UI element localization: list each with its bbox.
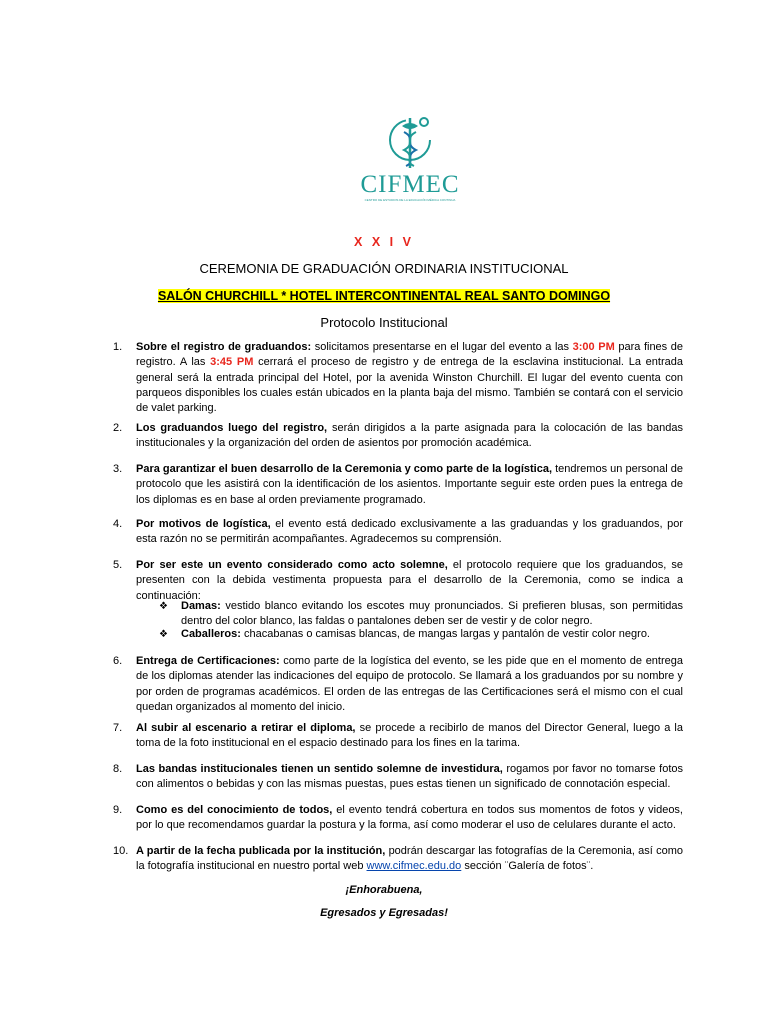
item-text: cerrará el proceso de registro y de entrega de la esclavina institucional. La entrada general será la entrada principal del Hotel, por la avenida Winston Churchill. El lugar del evento cuenta con parqueos disponibles los cuales están ubicados en la planta baja del mismo. También se contará con el servicio de valet parking.	[136, 356, 683, 415]
item-text: se procede a recibirlo de manos del Director General, luego a la toma de la foto institucional en el espacio destinado para los fines en la tarima.	[136, 722, 683, 750]
item-lead: Para garantizar el buen desarrollo de la Ceremonia y como parte de la logística,	[136, 463, 553, 475]
item-text: serán dirigidos a la parte asignada para la colocación de las bandas institucionales y la organización del orden de asientos por promoción académica.	[136, 422, 684, 450]
dress-lead: Damas:	[181, 600, 221, 612]
list-item	[113, 421, 684, 452]
list-item	[113, 721, 683, 752]
item-text: para fines de registro. A las	[136, 341, 684, 369]
item-text: rogamos por favor no tomarse fotos con alimentos o bebidas y con las mismas puestas, pues estas tienen un significado de connotación especial.	[136, 763, 683, 791]
item-number: 3.	[113, 463, 123, 475]
list-item	[113, 462, 683, 508]
closing-line-1: ¡Enhorabuena,	[345, 884, 423, 896]
item-text: podrán descargar las fotografías de la Ceremonia, así como la fotografía institucional en nuestro portal web	[136, 845, 684, 873]
item-lead: Sobre el registro de graduandos:	[136, 341, 312, 353]
item-text: como parte de la logística del evento, se les pide que en el momento de entrega de los diplomas atender las indicaciones del equipo de protocolo. Se llamará a los graduandos por su nombre y por orden de programas académicos. El orden de las entregas de las Certificaciones será el mismo con el cual quedan organizados al momento del inicio.	[136, 655, 683, 713]
list-item	[113, 654, 683, 715]
caduceus-icon	[380, 112, 440, 172]
venue-text: SALÓN CHURCHILL * HOTEL INTERCONTINENTAL REAL SANTO DOMINGO	[157, 289, 611, 303]
item-text: el evento tendrá cobertura en todos sus momentos de fotos y videos, por lo que recomendamos guardar la postura y la forma, así como moderar el uso de celulares durante el acto.	[136, 804, 683, 832]
dress-code-item	[160, 627, 683, 642]
item-lead: Por ser este un evento considerado como acto solemne,	[136, 559, 448, 571]
item-lead: Entrega de Certificaciones:	[136, 655, 280, 667]
list-item	[113, 803, 683, 834]
logo-name: CIFMEC	[360, 171, 460, 198]
cifmec-logo	[355, 112, 465, 227]
item-text: el evento está dedicado exclusivamente a las graduandas y los graduandos, por esta razón no se permitirán acompañantes. Agradecemos su comprensión.	[136, 518, 683, 546]
dress-code-item	[160, 599, 683, 630]
item-lead: Los graduandos luego del registro,	[136, 422, 328, 434]
edition-number: X X I V	[354, 235, 414, 249]
registration-end-time: 3:45 PM	[210, 356, 254, 369]
closing-line-2: Egresados y Egresadas!	[320, 907, 448, 919]
list-item	[113, 517, 683, 548]
diamond-bullet-icon: ❖	[159, 629, 168, 640]
list-item	[113, 762, 683, 793]
item-number: 10.	[113, 845, 129, 857]
item-text: solicitamos presentarse en el lugar del evento a las	[311, 341, 573, 353]
item-lead: Las bandas institucionales tienen un sentido solemne de investidura,	[136, 763, 503, 775]
item-text: tendremos un personal de protocolo que les asistirá con la identificación de los asientos. Importante seguir este orden pues la entrega de los diplomas es en base al orden previamente programado.	[136, 463, 683, 506]
item-number: 8.	[113, 763, 123, 775]
item-number: 4.	[113, 518, 123, 530]
item-number: 1.	[113, 341, 123, 353]
item-text: el protocolo requiere que los graduandos, se presenten con la debida vestimenta propuesta para el desarrollo de la Ceremonia, como se indica a continuación:	[136, 559, 683, 602]
item-text: sección ¨Galería de fotos¨.	[461, 860, 594, 873]
portal-link[interactable]: www.cifmec.edu.do	[366, 860, 462, 873]
dress-text: vestido blanco evitando los escotes muy pronunciados. Si prefieren blusas, son permitidas dentro del color blanco, las faldas o pantalones deben ser de vestir y de color negro.	[181, 600, 683, 628]
item-number: 9.	[113, 804, 123, 816]
item-lead: Por motivos de logística,	[136, 518, 271, 530]
list-item	[113, 844, 684, 875]
item-number: 6.	[113, 655, 123, 667]
protocol-subtitle: Protocolo Institucional	[320, 315, 448, 330]
item-number: 5.	[113, 559, 123, 571]
dress-text: chacabanas o camisas blancas, de mangas largas y pantalón de vestir color negro.	[240, 628, 650, 640]
ceremony-title: CEREMONIA DE GRADUACIÓN ORDINARIA INSTITUCIONAL	[199, 261, 569, 276]
dress-lead: Caballeros:	[181, 628, 241, 640]
logo-tagline: CENTRO DE ESTUDIOS DE LA EDUCACIÓN MÉDICA CONTINUA	[364, 198, 456, 202]
diamond-bullet-icon: ❖	[159, 601, 168, 612]
item-lead: A partir de la fecha publicada por la institución,	[136, 845, 386, 857]
item-number: 2.	[113, 422, 123, 434]
list-item	[113, 340, 684, 416]
item-number: 7.	[113, 722, 123, 734]
item-lead: Al subir al escenario a retirar el diploma,	[136, 722, 356, 734]
venue-line	[0, 289, 768, 303]
list-item	[113, 558, 683, 604]
registration-start-time: 3:00 PM	[572, 341, 615, 353]
item-lead: Como es del conocimiento de todos,	[136, 804, 333, 816]
